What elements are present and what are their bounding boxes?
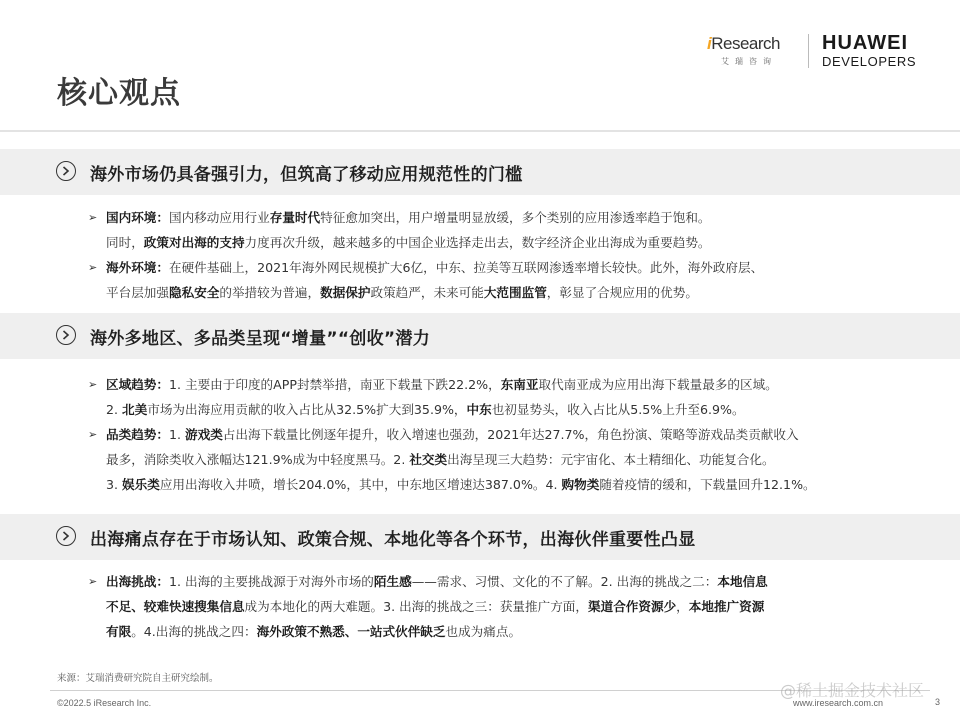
emphasis-text: 本地推广资源	[688, 599, 765, 614]
emphasis-text: 隐私安全	[168, 285, 220, 300]
text-run: 市场为出海应用贡献的收入占比从32.5%扩大到35.9%，	[147, 402, 467, 417]
emphasis-text: 购物类	[561, 477, 600, 492]
body-text	[106, 255, 763, 280]
section-heading: 海外多地区、多品类呈现“增量”“创收”潜力	[90, 329, 430, 349]
body-text	[106, 594, 764, 619]
body-line	[88, 594, 918, 619]
body-text	[106, 230, 711, 255]
text-run: 特征愈加突出，用户增量明显放缓，多个类别的应用渗透率趋于饱和。	[320, 210, 711, 225]
emphasis-text: 海外环境：	[106, 260, 169, 275]
text-run: 政策趋严，未来可能	[370, 285, 484, 300]
text-run: 取代南亚成为应用出海下载量最多的区域。	[538, 377, 778, 392]
section-body-3	[88, 569, 918, 644]
website-url: www.iresearch.com.cn	[793, 698, 884, 708]
copyright: ©2022.5 iResearch Inc.	[57, 698, 152, 708]
body-line	[88, 422, 918, 447]
iresearch-logo-text: iResearch	[707, 34, 780, 53]
section-band-2	[0, 313, 960, 359]
iresearch-logo-word: Research	[711, 34, 780, 53]
arrow-bullet-icon: ➢	[88, 428, 98, 441]
body-text	[106, 569, 768, 594]
text-run: 。4.出海的挑战之四：	[131, 624, 257, 639]
text-run: ，	[676, 599, 689, 614]
body-text	[106, 397, 745, 422]
text-run: 在硬件基础上，2021年海外网民规模扩大6亿，中东、拉美等互联网渗透率增长较快。此外，海外政府层、	[168, 260, 764, 275]
body-line	[88, 619, 918, 644]
body-line	[88, 230, 918, 255]
emphasis-text: 中东	[466, 402, 492, 417]
emphasis-text: 游戏类	[185, 427, 223, 442]
body-text	[106, 619, 521, 644]
logo-divider	[808, 34, 809, 68]
chevron-right-circle-icon	[56, 526, 76, 546]
text-run: 2.	[106, 402, 123, 417]
chevron-right-circle-icon	[56, 161, 76, 181]
body-line	[88, 205, 918, 230]
emphasis-text: 品类趋势：	[106, 427, 169, 442]
arrow-bullet-icon: ➢	[88, 575, 98, 588]
section-band-3	[0, 514, 960, 560]
text-run: 平台层加强	[106, 285, 169, 300]
body-line	[88, 397, 918, 422]
emphasis-text: 有限	[106, 624, 132, 639]
page-number: 3	[935, 697, 941, 707]
body-text	[106, 205, 711, 230]
text-run: 1.	[168, 427, 185, 442]
emphasis-text: 大范围监管	[483, 285, 547, 300]
text-run: 的举措较为普遍，	[219, 285, 321, 300]
emphasis-text: 社交类	[409, 452, 448, 467]
body-line	[88, 447, 918, 472]
section-body-1	[88, 205, 918, 305]
body-line	[88, 569, 918, 594]
body-text	[106, 447, 775, 472]
huawei-logo-line2: DEVELOPERS	[822, 54, 917, 69]
emphasis-text: 存量时代	[269, 210, 321, 225]
huawei-logo-line1: HUAWEI	[822, 32, 908, 54]
body-line	[88, 472, 918, 497]
iresearch-logo-subtitle: 艾瑞咨询	[721, 57, 777, 66]
arrow-bullet-icon: ➢	[88, 211, 98, 224]
text-run: ——需求、习惯、文化的不了解。2. 出海的挑战之二：	[411, 574, 718, 589]
text-run: 随着疫情的缓和，下载量回升12.1%。	[599, 477, 816, 492]
body-text	[106, 280, 698, 305]
watermark: @稀土掘金技术社区	[780, 681, 925, 700]
emphasis-text: 出海挑战：	[106, 574, 169, 589]
emphasis-text: 娱乐类	[122, 477, 160, 492]
section-heading: 出海痛点存在于市场认知、政策合规、本地化等各个环节，出海伙伴重要性凸显	[90, 530, 696, 550]
body-text	[106, 422, 799, 447]
section-body-2	[88, 372, 918, 497]
body-text	[106, 372, 778, 397]
text-run: 占出海下载量比例逐年提升，收入增速也强劲，2021年达27.7%，角色扮演、策略等游戏品类贡献收入	[222, 427, 799, 442]
section-band-1	[0, 149, 960, 195]
text-run: 3.	[106, 477, 123, 492]
emphasis-text: 陌生感	[373, 574, 412, 589]
text-run: 1. 出海的主要挑战源于对海外市场的	[168, 574, 374, 589]
text-run: 也初显势头，收入占比从5.5%上升至6.9%。	[491, 402, 745, 417]
source-note: 来源：艾瑞消费研究院自主研究绘制。	[57, 673, 219, 684]
text-run: 最多，消除类收入涨幅达121.9%成为中轻度黑马。2.	[106, 452, 410, 467]
emphasis-text: 数据保护	[320, 285, 371, 300]
emphasis-text: 渠道合作资源少	[588, 599, 677, 614]
chevron-right-circle-icon	[56, 325, 76, 345]
huawei-developers-logo	[822, 32, 942, 70]
header-divider	[0, 130, 960, 132]
emphasis-text: 北美	[122, 402, 148, 417]
emphasis-text: 政策对出海的支持	[143, 235, 245, 250]
section-heading: 海外市场仍具备强引力，但筑高了移动应用规范性的门槛	[90, 165, 523, 185]
emphasis-text: 不足、较难快速搜集信息	[106, 599, 245, 614]
emphasis-text: 本地信息	[717, 574, 768, 589]
arrow-bullet-icon: ➢	[88, 378, 98, 391]
emphasis-text: 东南亚	[500, 377, 539, 392]
text-run: 同时，	[106, 235, 144, 250]
text-run: 国内移动应用行业	[168, 210, 270, 225]
text-run: ，彰显了合规应用的优势。	[546, 285, 698, 300]
text-run: 1. 主要由于印度的APP封禁举措，南亚下载量下跌22.2%，	[168, 377, 501, 392]
page-header	[0, 0, 960, 130]
text-run: 也成为痛点。	[445, 624, 522, 639]
page-title: 核心观点	[57, 76, 181, 111]
body-text	[106, 472, 816, 497]
arrow-bullet-icon: ➢	[88, 261, 98, 274]
emphasis-text: 区域趋势：	[106, 377, 169, 392]
text-run: 出海呈现三大趋势：元宇宙化、本土精细化、功能复合化。	[447, 452, 775, 467]
text-run: 成为本地化的两大难题。3. 出海的挑战之三：获量推广方面，	[244, 599, 588, 614]
text-run: 应用出海收入井喷，增长204.0%，其中，中东地区增速达387.0%。4.	[159, 477, 562, 492]
body-line	[88, 255, 918, 280]
body-line	[88, 372, 918, 397]
iresearch-logo	[703, 34, 795, 70]
emphasis-text: 国内环境：	[106, 210, 169, 225]
emphasis-text: 海外政策不熟悉、一站式伙伴缺乏	[256, 624, 446, 639]
body-line	[88, 280, 918, 305]
text-run: 力度再次升级，越来越多的中国企业选择走出去，数字经济企业出海成为重要趋势。	[244, 235, 711, 250]
